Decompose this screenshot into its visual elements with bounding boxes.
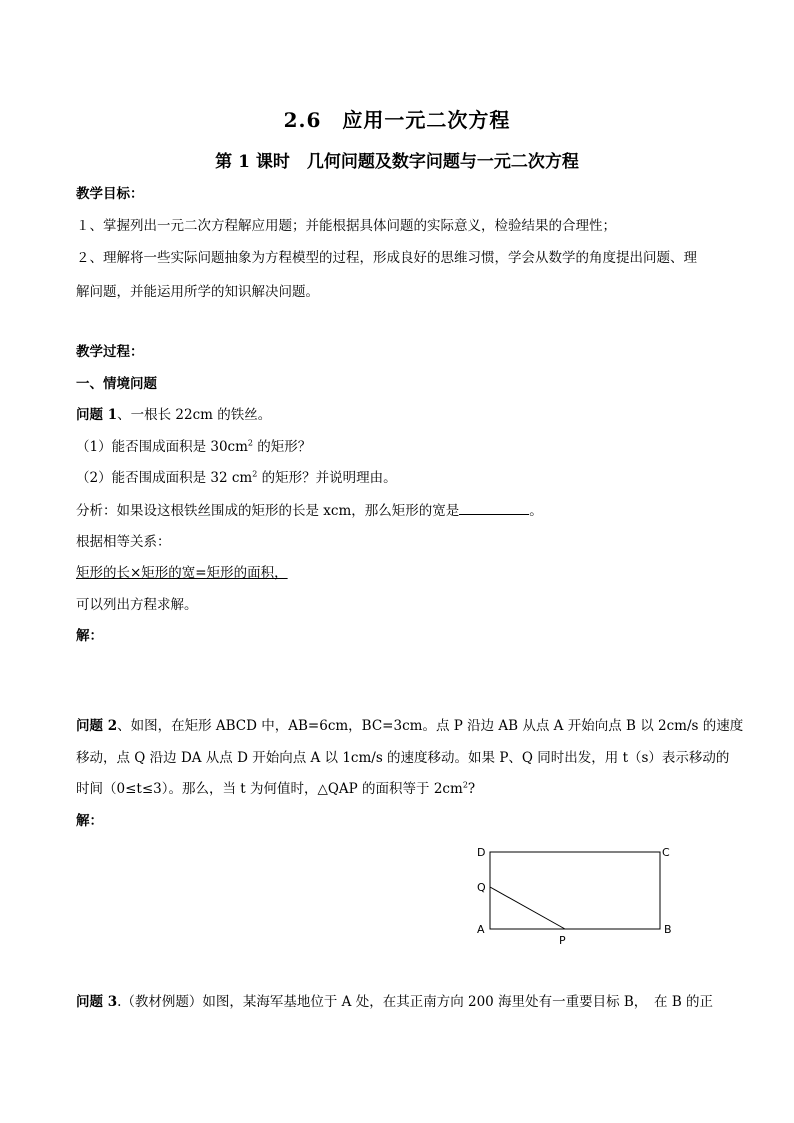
section-heading: 一、情境问题	[76, 376, 157, 392]
problem-3-label: 问题 3	[76, 994, 118, 1010]
label-a: A	[477, 923, 485, 936]
problem-3-text: .（教材例题）如图，某海军基地位于 A 处，在其正南方向 200 海里处有一重要目标 B， 在 B 的正	[117, 994, 714, 1010]
goal-item-2-continued: 解问题，并能运用所学的知识解决问题。	[76, 284, 319, 300]
rectangle-abcd	[490, 852, 660, 929]
question-1-text: （1）能否围成面积是 30cm	[76, 439, 248, 455]
relation-line: 根据相等关系：	[76, 534, 171, 550]
problem-2-line-3	[76, 779, 721, 799]
goal-item-2: ２、理解将一些实际问题抽象为方程模型的过程，形成良好的思维习惯，学会从数学的角度提出问题、理	[76, 250, 697, 266]
problem-1-question-2	[76, 468, 721, 488]
problem-1-solution-label: 解：	[76, 628, 103, 644]
problem-2-text-tail: 时间（0≤t≤3）。那么，当 t 为何值时，△QAP 的面积等于 2cm	[76, 781, 463, 797]
superscript: 2	[252, 469, 258, 479]
problem-1-text: 、一根长 22cm 的铁丝。	[117, 407, 272, 423]
superscript: 2	[247, 438, 254, 448]
goals-heading: 教学目标：	[76, 186, 144, 202]
problem-1-question-1	[76, 437, 721, 457]
label-c: C	[662, 846, 670, 859]
answer-blank[interactable]	[459, 500, 529, 515]
question-1-tail: 的矩形？	[253, 439, 312, 455]
analysis-tail: 。	[529, 503, 543, 519]
problem-1-label: 问题 1	[76, 407, 118, 423]
problem-2-line-1	[76, 716, 744, 736]
label-p: P	[559, 934, 566, 947]
lesson-subtitle: 第 1 课时 几何问题及数字问题与一元二次方程	[215, 152, 579, 172]
question-2-text: （2）能否围成面积是 32 cm	[76, 470, 253, 486]
analysis-line	[76, 500, 721, 521]
problem-1-statement	[76, 405, 721, 425]
question-mark: ?	[467, 781, 476, 797]
equation-line: 矩形的长×矩形的宽=矩形的面积，	[76, 565, 288, 581]
problem-2-label: 问题 2	[76, 718, 118, 734]
label-d: D	[477, 846, 486, 859]
label-b: B	[664, 923, 672, 936]
superscript: 2	[462, 780, 468, 790]
page-title: 2.6 应用一元二次方程	[283, 108, 511, 132]
problem-2-solution-label: 解：	[76, 813, 103, 829]
process-heading: 教学过程：	[76, 344, 144, 360]
analysis-text: 分析：如果设这根铁丝围成的矩形的长是 xcm，那么矩形的宽是	[76, 503, 460, 519]
problem-2-line-2: 移动，点 Q 沿边 DA 从点 D 开始向点 A 以 1cm/s 的速度移动。如果 P、Q 同时出发，用 t（s）表示移动的	[76, 750, 730, 766]
rectangle-figure	[470, 840, 685, 950]
conclusion-line: 可以列出方程求解。	[76, 597, 198, 613]
segment-qp	[490, 887, 565, 929]
question-2-tail: 的矩形？并说明理由。	[257, 470, 397, 486]
problem-3-line-1	[76, 992, 721, 1012]
label-q: Q	[477, 881, 486, 894]
goal-item-1: １、掌握列出一元二次方程解应用题；并能根据具体问题的实际意义，检验结果的合理性；	[76, 218, 616, 234]
problem-2-text: 、如图，在矩形 ABCD 中，AB=6cm，BC=3cm。点 P 沿边 AB 从点 A 开始向点 B 以 2cm/s 的速度	[117, 718, 744, 734]
